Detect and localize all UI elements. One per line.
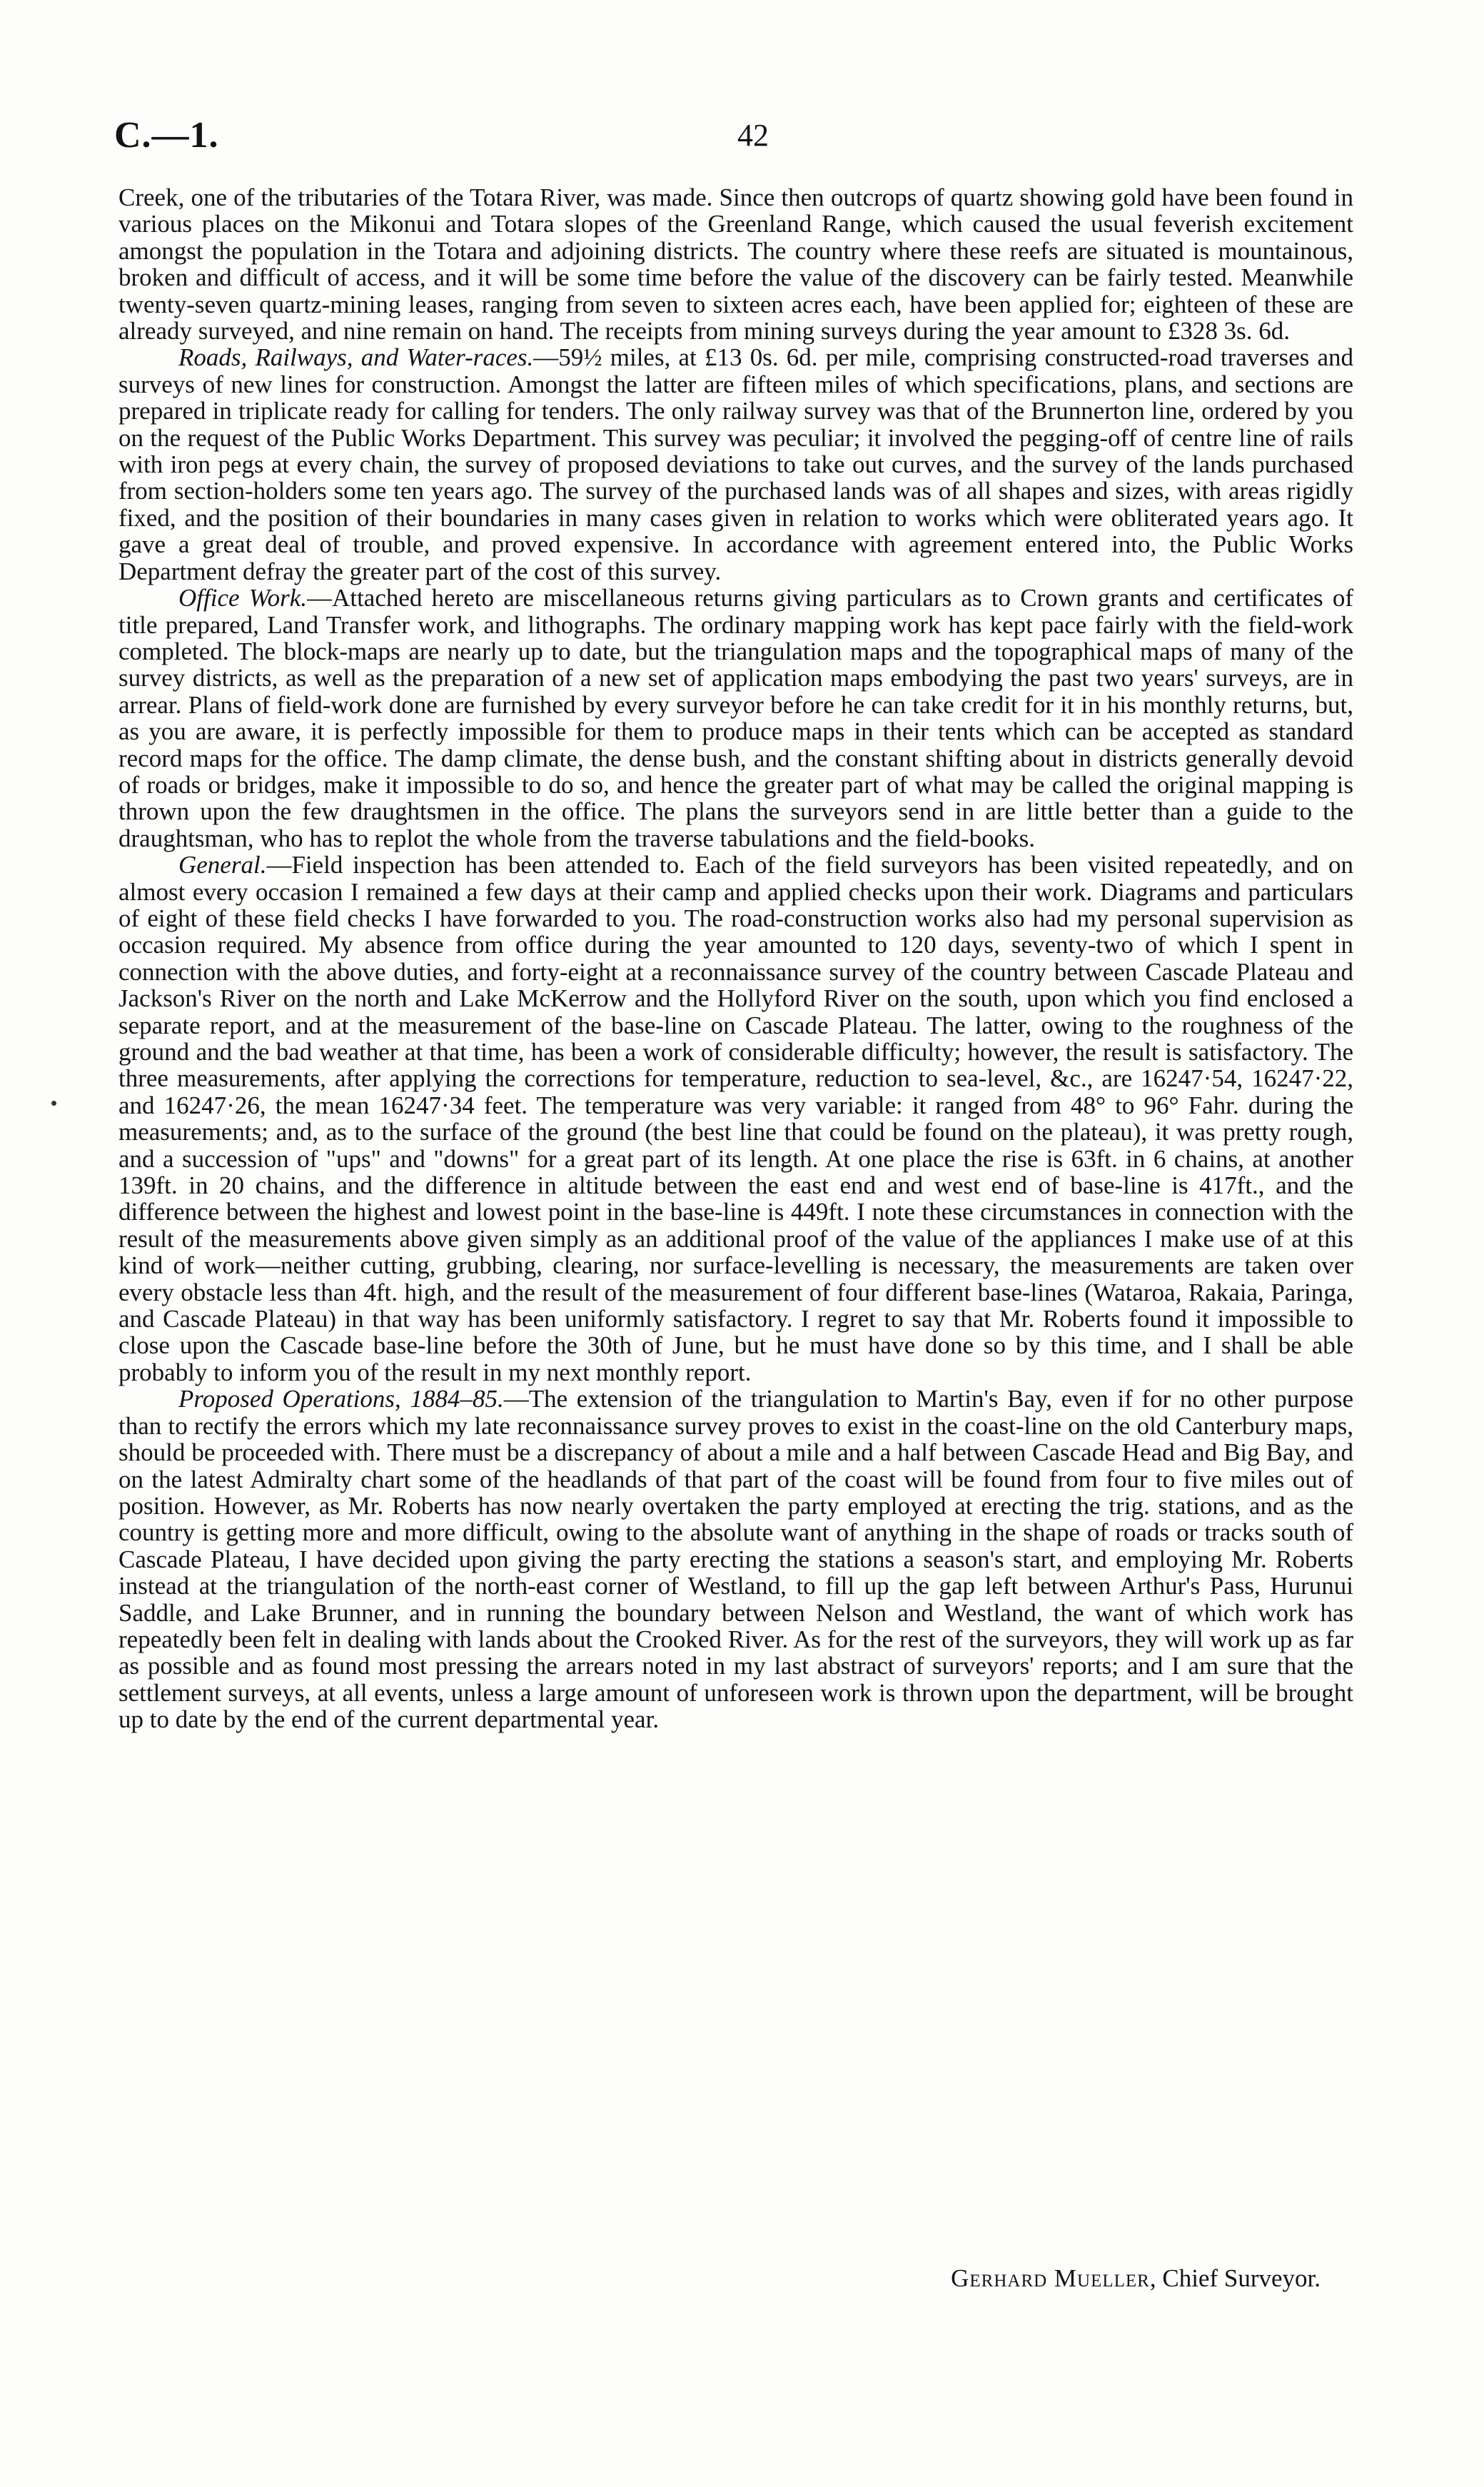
paragraph-proposed-operations [118, 1386, 1353, 1732]
paragraph-roads-railways [118, 344, 1353, 585]
page-number: 42 [737, 118, 769, 153]
signature-line [821, 2264, 1321, 2293]
paragraph-general [118, 852, 1353, 1386]
paragraph-text: —The extension of the triangulation to Martin's Bay, even if for no other purpose than to rectify the errors which my late reconnaissance survey proves to exist in the coast-line on the old Canterbury maps, should be proceeded with. There must be a discrepancy of about a mile and a half between Cascade Head and Big Bay, and on the latest Admiralty chart some of the headlands of that part of the coast will be found from four to five miles out of position. However, as Mr. Roberts has now nearly overtaken the party employed at erecting the trig. stations, and as the country is getting more and more difficult, owing to the absolute want of anything in the shape of roads or tracks south of Cascade Plateau, I have decided upon giving the party erecting the stations a season's start, and employing Mr. Roberts instead at the triangulation of the north-east corner of Westland, to fill up the gap left between Arthur's Pass, Hurunui Saddle, and Lake Brunner, and in running the boundary between Nelson and Westland, the want of which work has repeatedly been felt in dealing with lands about the Crooked River. As for the rest of the surveyors, they will work up as far as possible and as found most pressing the arrears noted in my last abstract of surveyors' reports; and I am sure that the settlement surveys, at all events, unless a large amount of unforeseen work is thrown upon the department, will be brought up to date by the end of the current departmental year. [118, 1385, 1353, 1734]
paragraph-text: —59½ miles, at £13 0s. 6d. per mile, comprising constructed-road traverses and surveys of new lines for construction. Amongst the latter are fifteen miles of which specifications, plans, and sections are prepared in triplicate ready for calling for tenders. The only railway survey was that of the Brunnerton line, ordered by you on the request of the Public Works Department. This survey was peculiar; it involved the pegging-off of centre line of rails with iron pegs at every chain, the survey of proposed deviations to take out curves, and the survey of the lands purchased from section-holders some ten years ago. The survey of the purchased lands was of all shapes and sizes, with areas rigidly fixed, and the position of their boundaries in many cases given in relation to works which were obliterated years ago. It gave a great deal of trouble, and proved expensive. In accordance with agreement entered into, the Public Works Department defray the greater part of the cost of this survey. [118, 343, 1353, 585]
section-heading-proposed-operations: Proposed Operations, 1884–85. [178, 1385, 504, 1413]
signatory-title: , Chief Surveyor. [1149, 2264, 1321, 2292]
paragraph-text: —Field inspection has been attended to. Each of the field surveyors has been visited repeatedly, and on almost every occasion I remained a few days at their camp and applied checks upon their work. Diagrams and particulars of eight of these field checks I have forwarded to you. The road-construction works also had my personal supervision as occasion required. My absence from office during the year amounted to 120 days, seventy-two of which I spent in connection with the above duties, and forty-eight at a reconnaissance survey of the country between Cascade Plateau and Jackson's River on the north and Lake McKerrow and the Hollyford River on the south, upon which you find enclosed a separate report, and at the measurement of the base-line on Cascade Plateau. The latter, owing to the roughness of the ground and the bad weather at that time, has been a work of considerable difficulty; however, the result is satisfactory. The three measurements, after applying the corrections for temperature, reduction to sea-level, &c., are 16247·54, 16247·22, and 16247·26, the mean 16247·34 feet. The temperature was very variable: it ranged from 48° to 96° Fahr. during the measurements; and, as to the surface of the ground (the best line that could be found on the plateau), it was pretty rough, and a succession of "ups" and "downs" for a great part of its length. At one place the rise is 63ft. in 6 chains, at another 139ft. in 20 chains, and the difference in altitude between the east end and west end of base-line is 417ft., and the difference between the highest and lowest point in the base-line is 449ft. I note these circumstances in connection with the result of the measurements above given simply as an additional proof of the value of the appliances I make use of at this kind of work—neither cutting, grubbing, clearing, nor surface-levelling is necessary, the measurements are taken over every obstacle less than 4ft. high, and the result of the measurement of four different base-lines (Wataroa, Rakaia, Paringa, and Cascade Plateau) in that way has been uniformly satisfactory. I regret to say that Mr. Roberts found it impossible to close upon the Cascade base-line before the 30th of June, but he must have done so by this time, and I shall be able probably to inform you of the result in my next monthly report. [118, 851, 1353, 1386]
report-body [118, 184, 1353, 1733]
section-heading-general: General. [178, 851, 267, 879]
section-heading-office-work: Office Work. [178, 584, 308, 612]
paragraph-quartz-mining [118, 184, 1353, 344]
signatory-name: Gerhard Mueller [951, 2264, 1150, 2292]
paragraph-text: —Attached hereto are miscellaneous returns giving particulars as to Crown grants and certificates of title prepared, Land Transfer work, and lithographs. The ordinary mapping work has kept pace fairly with the field-work completed. The block-maps are nearly up to date, but the triangulation maps and the topographical maps of many of the survey districts, as well as the preparation of a new set of application maps embodying the past two years' surveys, are in arrear. Plans of field-work done are furnished by every surveyor before he can take credit for it in his monthly returns, but, as you are aware, it is perfectly impossible for them to produce maps in their tents which can be accepted as standard record maps for the office. The damp climate, the dense bush, and the constant shifting about in districts generally devoid of roads or bridges, make it impossible to do so, and hence the greater part of what may be called the original mapping is thrown upon the few draughtsmen in the office. The plans the surveyors send in are little better than a guide to the draughtsman, who has to replot the whole from the traverse tabulations and the field-books. [118, 584, 1353, 852]
margin-mark [51, 1101, 56, 1106]
series-code: C.—1. [114, 115, 219, 156]
section-heading-roads: Roads, Railways, and Water-races. [178, 343, 534, 372]
paragraph-text: Creek, one of the tributaries of the Totara River, was made. Since then outcrops of quartz showing gold have been found in various places on the Mikonui and Totara slopes of the Greenland Range, which caused the usual feverish excitement amongst the population in the Totara and adjoining districts. The country where these reefs are situated is mountainous, broken and difficult of access, and it will be some time before the value of the discovery can be fairly tested. Meanwhile twenty-seven quartz-mining leases, ranging from seven to sixteen acres each, have been applied for; eighteen of these are already surveyed, and nine remain on hand. The receipts from mining surveys during the year amount to £328 3s. 6d. [118, 183, 1353, 345]
paragraph-office-work [118, 585, 1353, 852]
page-header [114, 114, 1392, 171]
